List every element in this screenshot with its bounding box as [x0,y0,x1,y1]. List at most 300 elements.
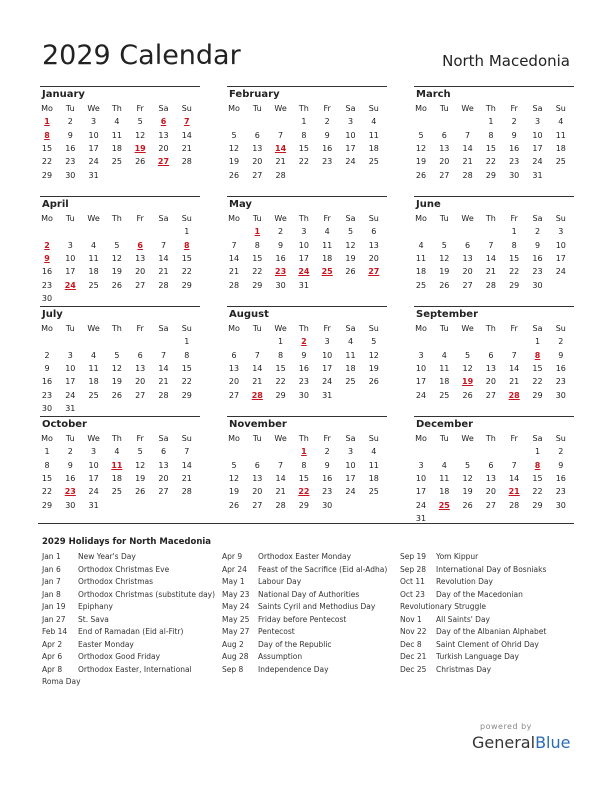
weekday-header: We [87,104,100,113]
calendar-date: 9 [278,240,284,250]
holiday-row [400,664,575,677]
calendar-date: 18 [439,487,450,497]
calendar-date: 26 [228,500,240,510]
calendar-date: 26 [368,377,379,387]
calendar-date: 27 [252,500,263,510]
calendar-date: 27 [135,280,146,290]
holiday-date: 25 [321,267,333,277]
calendar-date: 20 [252,487,263,497]
calendar-date: 4 [441,460,447,470]
calendar-date: 28 [485,280,496,290]
weekday-header: Fr [510,104,518,113]
calendar-date: 27 [462,280,473,290]
holiday-date: 7 [184,117,190,127]
calendar-date: 4 [371,117,377,127]
month-divider [40,196,200,197]
holiday-row [222,639,397,652]
calendar-date: 29 [485,170,496,180]
calendar-date: 4 [441,350,447,360]
weekday-header: Sa [158,434,169,443]
holiday-row-name: Assumption [258,652,303,661]
weekday-header: Th [111,214,122,223]
weekday-header: We [461,434,474,443]
calendar-date: 25 [88,390,99,400]
month-divider [40,306,200,307]
calendar-date: 5 [418,130,424,140]
month-name: March [416,89,451,100]
calendar-date: 21 [275,487,286,497]
holidays-column-1 [222,551,397,676]
calendar-date: 14 [181,460,192,470]
holiday-row-name: Day of the Republic [258,639,332,649]
calendar-date: 8 [44,460,50,470]
calendar-date: 5 [114,350,120,360]
weekday-header: Fr [510,434,518,443]
weekday-header: Su [368,214,379,223]
calendar-date: 9 [44,363,50,373]
calendar-date: 17 [555,253,566,263]
holiday-date: 1 [301,447,307,457]
calendar-date: 11 [415,253,427,263]
weekday-header: Sa [532,214,543,223]
page-title: 2029 Calendar [42,40,241,71]
weekday-header: Su [368,324,379,333]
calendar-date: 28 [275,170,286,180]
calendar-date: 4 [347,337,354,347]
calendar-date: 15 [41,143,53,153]
calendar-date: 30 [555,390,566,400]
weekday-header: Th [485,434,496,443]
calendar-date: 7 [278,130,284,140]
weekday-header: We [461,104,474,113]
calendar-date: 5 [231,460,237,470]
holiday-row [222,551,397,564]
month-name: December [416,419,474,430]
holiday-row [222,614,397,627]
calendar-date: 10 [65,363,76,373]
weekday-header: Fr [510,324,518,333]
holiday-row-name: Friday before Pentecost [258,614,347,624]
holiday-row-name: Saint Clement of Ohrid Day [436,639,539,649]
calendar-date: 2 [44,350,50,360]
calendar-date: 25 [368,487,379,497]
month-name: September [416,309,478,320]
country-name: North Macedonia [442,52,570,70]
calendar-date: 24 [532,157,543,167]
calendar-date: 7 [184,447,190,457]
calendar-date: 9 [67,130,73,140]
calendar-date: 9 [301,350,307,360]
calendar-date: 10 [345,460,356,470]
calendar-date: 12 [462,363,473,373]
weekday-header: Mo [228,214,240,223]
calendar-date: 31 [88,500,99,510]
calendar-date: 30 [65,170,76,180]
holidays-column-0 [42,551,217,689]
holiday-row [42,651,217,664]
holiday-row [222,651,397,664]
holiday-row [400,651,575,664]
weekday-header: Mo [228,104,240,113]
calendar-date: 29 [509,280,520,290]
calendar-date: 21 [181,473,192,483]
month-divider [40,86,200,87]
calendar-date: 19 [135,473,146,483]
calendar-date: 4 [558,117,564,127]
weekday-header: Th [298,434,309,443]
calendar-date: 13 [135,253,146,263]
holiday-date: 27 [157,157,170,167]
calendar-date: 11 [368,460,379,470]
calendar-date: 13 [368,240,379,250]
holiday-date: 14 [275,143,287,153]
calendar-date: 13 [462,253,473,263]
calendar-date: 17 [298,253,309,263]
holiday-row-date: May 1 [222,577,245,586]
calendar-date: 30 [41,403,53,413]
calendar-date: 1 [511,227,517,237]
holiday-date: 2 [44,240,50,250]
calendar-date: 15 [252,253,263,263]
calendar-date: 12 [345,240,356,250]
calendar-date: 20 [158,143,169,153]
holiday-row-name: St. Sava [78,614,109,624]
holiday-row [222,589,397,602]
calendar-date: 18 [111,143,122,153]
month-divider [40,416,200,417]
calendar-date: 5 [441,240,447,250]
calendar-date: 26 [135,487,146,497]
calendar-date: 28 [158,390,169,400]
weekday-header: Th [298,324,309,333]
holiday-row-date: May 23 [222,589,250,599]
calendar-date: 20 [228,377,240,387]
calendar-date: 21 [181,143,192,153]
weekday-header: Sa [532,434,543,443]
weekday-header: Su [555,104,566,113]
calendar-date: 10 [345,130,356,140]
calendar-date: 27 [485,390,496,400]
holiday-row-name: Orthodox Christmas [78,577,154,586]
calendar-date: 16 [322,143,333,153]
holidays-title: 2029 Holidays for North Macedonia [42,537,212,547]
calendar-date: 21 [228,267,240,277]
calendar-date: 12 [135,460,146,470]
holiday-row [222,626,397,639]
holiday-row-date: Jan 27 [42,614,66,624]
calendar-date: 3 [534,117,541,127]
calendar-date: 12 [368,350,379,360]
calendar-date: 2 [278,227,284,237]
holiday-date: 21 [508,487,520,497]
calendar-date: 31 [298,280,309,290]
calendar-date: 16 [41,377,53,387]
calendar-date: 2 [324,447,330,457]
calendar-date: 13 [252,473,263,483]
calendar-date: 15 [532,363,543,373]
calendar-date: 18 [345,363,356,373]
calendar-date: 3 [347,447,354,457]
calendar-date: 5 [137,117,143,127]
weekday-header: Su [555,324,566,333]
calendar-date: 15 [41,473,53,483]
calendar-date: 18 [415,267,427,277]
calendar-date: 13 [158,130,169,140]
calendar-date: 31 [532,170,543,180]
weekday-header: Sa [158,214,169,223]
weekday-header: Tu [439,104,449,113]
calendar-date: 13 [135,363,146,373]
month-name: August [229,309,269,320]
calendar-date: 30 [41,293,53,303]
calendar-date: 7 [465,130,471,140]
holiday-row-date: May 27 [222,627,250,636]
calendar-date: 15 [275,363,286,373]
calendar-date: 15 [532,473,543,483]
holiday-row-name: Independence Day [258,664,329,674]
weekday-header: We [461,324,474,333]
calendar-date: 6 [488,350,494,360]
weekday-header: We [274,104,287,113]
calendar-date: 3 [418,350,424,360]
calendar-date: 3 [91,447,97,457]
brand-blue: Blue [535,733,571,752]
calendar-date: 19 [415,157,427,167]
holiday-row-date: Apr 2 [42,639,63,649]
weekday-header: Sa [345,104,356,113]
calendar-date: 22 [181,267,192,277]
holiday-row [42,676,217,689]
calendar-date: 14 [509,473,520,483]
calendar-date: 27 [228,390,240,400]
holiday-date: 27 [368,267,380,277]
calendar-date: 7 [511,460,517,470]
calendar-date: 28 [181,157,192,167]
weekday-header: Mo [415,324,427,333]
generalblue-logo[interactable] [472,733,570,752]
calendar-date: 9 [324,130,330,140]
weekday-header: Th [298,214,309,223]
calendar-date: 12 [462,473,473,483]
weekday-header: Mo [415,434,427,443]
holiday-date: 6 [137,240,143,250]
calendar-date: 25 [345,377,356,387]
weekday-header: Su [181,434,192,443]
calendar-date: 4 [324,227,330,237]
holiday-row [400,576,575,589]
holiday-row-date: Jan 8 [42,589,61,599]
calendar-date: 19 [462,487,473,497]
calendar-date: 6 [465,240,471,250]
weekday-header: Th [485,104,496,113]
calendar-date: 14 [462,143,473,153]
weekday-header: Mo [228,324,240,333]
calendar-date: 23 [532,267,543,277]
calendar-date: 22 [252,267,263,277]
holiday-row [42,564,217,577]
calendar-date: 15 [485,143,496,153]
calendar-date: 5 [371,337,377,347]
weekday-header: We [87,434,100,443]
weekday-header: Tu [252,104,262,113]
holiday-row-date: Sep 8 [222,664,244,674]
calendar-date: 26 [111,390,122,400]
calendar-date: 20 [485,377,496,387]
calendar-date: 10 [415,363,427,373]
calendar-date: 29 [41,170,53,180]
holiday-date: 8 [184,240,190,250]
calendar-date: 20 [462,267,473,277]
calendar-date: 3 [67,240,73,250]
weekday-header: Tu [439,434,449,443]
weekday-header: Mo [228,434,240,443]
calendar-date: 22 [509,267,520,277]
calendar-date: 29 [181,280,192,290]
weekday-header: Th [485,214,496,223]
month-divider [414,196,574,197]
holiday-row [400,614,575,627]
calendar-date: 24 [415,390,427,400]
calendar-date: 12 [111,363,122,373]
calendar-date: 12 [135,130,146,140]
calendar-date: 31 [65,403,76,413]
calendar-date: 31 [322,390,333,400]
holidays-column-2 [400,551,575,676]
calendar-date: 1 [184,337,190,347]
holiday-row-date: Sep 19 [400,552,427,561]
month-name: October [42,419,87,430]
holiday-date: 25 [438,500,450,510]
calendar-date: 15 [181,363,192,373]
holiday-row-name: All Saints' Day [436,614,490,624]
holiday-row-name: Revolutionary Struggle [400,602,486,611]
calendar-date: 21 [252,377,263,387]
calendar-date: 28 [462,170,473,180]
month-divider [414,416,574,417]
calendar-date: 6 [254,460,260,470]
holiday-row-date: Aug 2 [222,639,244,649]
calendar-date: 1 [301,117,307,127]
holiday-row-date: Feb 14 [42,627,68,636]
calendar-date: 30 [322,500,333,510]
holiday-date: 2 [301,337,307,347]
holiday-row-name: Yom Kippur [436,552,479,561]
weekday-header: We [87,214,100,223]
calendar-date: 18 [322,253,333,263]
calendar-date: 3 [418,460,424,470]
weekday-header: Th [111,434,122,443]
calendar-date: 27 [485,500,496,510]
calendar-date: 9 [324,460,330,470]
weekday-header: Tu [439,324,449,333]
calendar-date: 29 [298,500,309,510]
weekday-header: Tu [65,434,75,443]
calendar-date: 15 [509,253,520,263]
calendar-date: 6 [441,130,447,140]
calendar-date: 22 [485,157,496,167]
weekday-header: Th [485,324,496,333]
month-name: July [42,309,63,320]
calendar-date: 9 [67,460,73,470]
calendar-date: 13 [158,460,169,470]
holiday-date: 23 [64,487,76,497]
calendar-date: 26 [111,280,122,290]
calendar-date: 16 [298,363,309,373]
holiday-row-name: New Year's Day [78,552,136,561]
calendar-date: 23 [322,487,333,497]
weekday-header: Tu [252,434,262,443]
calendar-date: 26 [462,500,473,510]
month-name: April [42,199,69,210]
calendar-date: 16 [65,473,76,483]
weekday-header: Su [368,104,379,113]
holiday-row-date: Dec 25 [400,664,427,674]
holiday-row [400,564,575,577]
month-divider [414,86,574,87]
weekday-header: Tu [65,214,75,223]
holiday-row-date: May 24 [222,602,250,611]
calendar-date: 22 [41,487,53,497]
calendar-date: 26 [135,157,146,167]
holiday-row-date: May 25 [222,614,250,624]
calendar-date: 17 [532,143,543,153]
calendar-date: 17 [322,363,333,373]
calendar-date: 29 [532,500,543,510]
calendar-date: 18 [88,377,99,387]
weekday-header: Fr [136,214,144,223]
weekday-header: Su [181,104,192,113]
calendar-date: 17 [345,473,356,483]
calendar-date: 26 [415,170,427,180]
calendar-date: 28 [181,487,192,497]
calendar-date: 19 [439,267,450,277]
month-name: January [42,89,85,100]
calendar-date: 28 [158,280,169,290]
weekday-header: Sa [532,104,543,113]
calendar-date: 20 [158,473,169,483]
holiday-row [42,626,217,639]
calendar-date: 28 [509,500,520,510]
weekday-header: Su [555,434,566,443]
calendar-date: 7 [160,240,167,250]
holiday-date: 8 [44,130,50,140]
calendar-date: 17 [88,143,99,153]
month-name: February [229,89,280,100]
calendar-date: 8 [301,460,307,470]
calendar-date: 22 [275,377,286,387]
holiday-date: 8 [534,460,541,470]
calendar-date: 17 [345,143,356,153]
calendar-date: 25 [88,280,99,290]
calendar-date: 6 [160,447,167,457]
calendar-date: 23 [41,390,53,400]
calendar-date: 6 [231,350,237,360]
weekday-header: Fr [136,324,144,333]
weekday-header: Fr [323,324,331,333]
weekday-header: Fr [323,214,331,223]
calendar-date: 23 [322,157,333,167]
weekday-header: Tu [65,324,75,333]
calendar-date: 10 [322,350,333,360]
holiday-row-name: Pentecost [258,627,295,636]
calendar-date: 8 [278,350,284,360]
holiday-row-name: Epiphany [78,602,113,611]
calendar-date: 9 [558,350,564,360]
holiday-row-name: Orthodox Easter Monday [258,552,352,561]
calendar-date: 5 [231,130,237,140]
holiday-row-date: Sep 28 [400,564,427,574]
holiday-row [42,589,217,602]
